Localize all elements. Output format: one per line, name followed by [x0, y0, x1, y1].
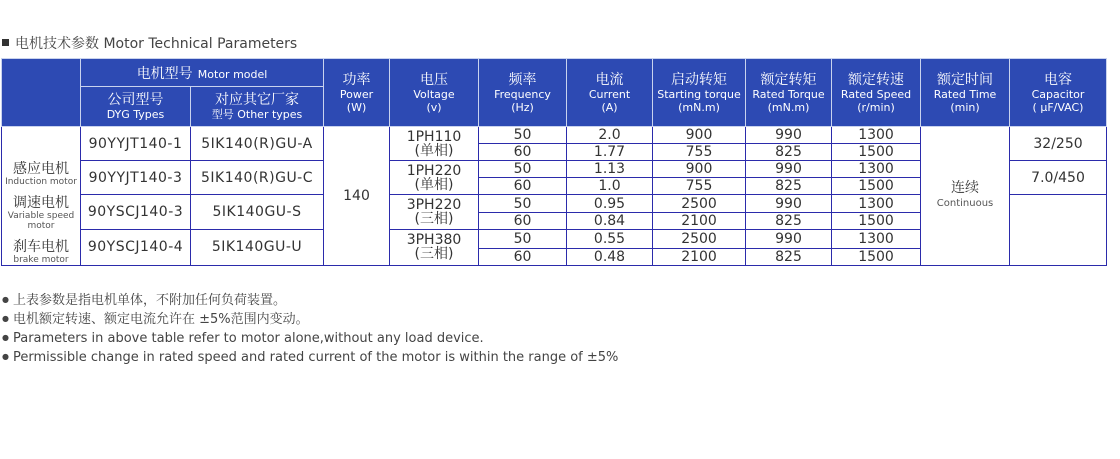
rated-torque-cell: 990: [746, 127, 832, 144]
start-torque-cell: 2100: [653, 213, 746, 230]
rated-torque-cell: 990: [746, 195, 832, 213]
freq-cell: 60: [479, 248, 567, 265]
current-cell: 1.77: [567, 144, 653, 161]
brake-motor-zh: 刹车电机: [13, 238, 69, 255]
capacitor-cell: 32/250: [1010, 127, 1107, 161]
start-torque-cell: 2500: [653, 195, 746, 213]
rated-speed-cell: 1300: [832, 195, 921, 213]
rated-speed-header: 额定转速 Rated Speed (r/min): [832, 59, 921, 127]
square-bullet-icon: [2, 39, 9, 46]
voltage-header: 电压 Voltage (v): [390, 59, 479, 127]
start-torque-cell: 2500: [653, 230, 746, 248]
other-model-header: 对应其它厂家 型号 Other types: [191, 87, 324, 127]
current-cell: 1.13: [567, 161, 653, 178]
rated-torque-cell: 990: [746, 230, 832, 248]
rated-torque-cell: 825: [746, 248, 832, 265]
rated-speed-cell: 1300: [832, 161, 921, 178]
capacitor-cell: [1010, 195, 1107, 266]
dyg-model: 90YSCJ140-3: [81, 195, 191, 230]
power-header: 功率 Power (W): [324, 59, 390, 127]
current-cell: 0.95: [567, 195, 653, 213]
freq-cell: 50: [479, 127, 567, 144]
start-torque-cell: 2100: [653, 248, 746, 265]
frequency-header: 频率 Frequency (Hz): [479, 59, 567, 127]
induction-motor-zh: 感应电机: [13, 160, 69, 177]
other-model: 5IK140GU-S: [191, 195, 324, 230]
freq-cell: 50: [479, 161, 567, 178]
rated-speed-cell: 1500: [832, 248, 921, 265]
rated-torque-cell: 825: [746, 213, 832, 230]
freq-cell: 60: [479, 213, 567, 230]
induction-motor-en: Induction motor: [5, 176, 77, 187]
other-model: 5IK140(R)GU-A: [191, 127, 324, 161]
current-cell: 0.55: [567, 230, 653, 248]
current-header: 电流 Current (A): [567, 59, 653, 127]
category-labels: [2, 161, 81, 266]
rated-torque-cell: 990: [746, 161, 832, 178]
start-torque-cell: 900: [653, 127, 746, 144]
current-cell: 2.0: [567, 127, 653, 144]
rated-torque-header: 额定转矩 Rated Torque (mN.m): [746, 59, 832, 127]
rated-speed-cell: 1300: [832, 127, 921, 144]
rated-torque-cell: 825: [746, 144, 832, 161]
rated-speed-cell: 1300: [832, 230, 921, 248]
section-title-text: 电机技术参数 Motor Technical Parameters: [15, 36, 298, 52]
start-torque-cell: 900: [653, 161, 746, 178]
rated-speed-cell: 1500: [832, 178, 921, 195]
motor-model-header: 电机型号 Motor model: [81, 59, 324, 87]
voltage-cell: 3PH220 (三相): [390, 195, 479, 230]
rated-speed-cell: 1500: [832, 144, 921, 161]
motor-parameters-table: [1, 58, 1107, 266]
note-item: ● Parameters in above table refer to motor alone,without any load device.: [2, 329, 618, 348]
freq-cell: 50: [479, 230, 567, 248]
other-model: 5IK140(R)GU-C: [191, 161, 324, 195]
notes-list: [2, 291, 618, 367]
rated-time-cell: 连续 Continuous: [921, 127, 1010, 266]
category-header: [2, 59, 81, 127]
voltage-cell: 3PH380 (三相): [390, 230, 479, 265]
variable-speed-zh: 调速电机: [13, 194, 69, 211]
other-model: 5IK140GU-U: [191, 230, 324, 265]
start-torque-cell: 755: [653, 144, 746, 161]
current-cell: 0.48: [567, 248, 653, 265]
current-cell: 1.0: [567, 178, 653, 195]
rated-speed-cell: 1500: [832, 213, 921, 230]
starting-torque-header: 启动转矩 Starting torque (mN.m): [653, 59, 746, 127]
rated-time-header: 额定时间 Rated Time (min): [921, 59, 1010, 127]
category-induction: [2, 127, 81, 161]
capacitor-header: 电容 Capacitor ( μF/VAC): [1010, 59, 1107, 127]
freq-cell: 60: [479, 178, 567, 195]
freq-cell: 50: [479, 195, 567, 213]
rated-torque-cell: 825: [746, 178, 832, 195]
note-item: ● Permissible change in rated speed and rated current of the motor is within the range of ±5%: [2, 348, 618, 367]
company-model-header: 公司型号 DYG Types: [81, 87, 191, 127]
variable-speed-en: Variable speed motor: [7, 210, 75, 231]
voltage-cell: 1PH220 (单相): [390, 161, 479, 195]
start-torque-cell: 755: [653, 178, 746, 195]
capacitor-cell: 7.0/450: [1010, 161, 1107, 195]
note-item: ● 上表参数是指电机单体，不附加任何负荷装置。: [2, 291, 618, 310]
dyg-model: 90YSCJ140-4: [81, 230, 191, 265]
power-value: 140: [324, 127, 390, 266]
voltage-cell: 1PH110 (单相): [390, 127, 479, 161]
section-title: [2, 33, 297, 53]
note-item: ● 电机额定转速、额定电流允许在 ±5%范围内变动。: [2, 310, 618, 329]
brake-motor-en: brake motor: [13, 254, 69, 265]
freq-cell: 60: [479, 144, 567, 161]
dyg-model: 90YYJT140-3: [81, 161, 191, 195]
dyg-model: 90YYJT140-1: [81, 127, 191, 161]
current-cell: 0.84: [567, 213, 653, 230]
